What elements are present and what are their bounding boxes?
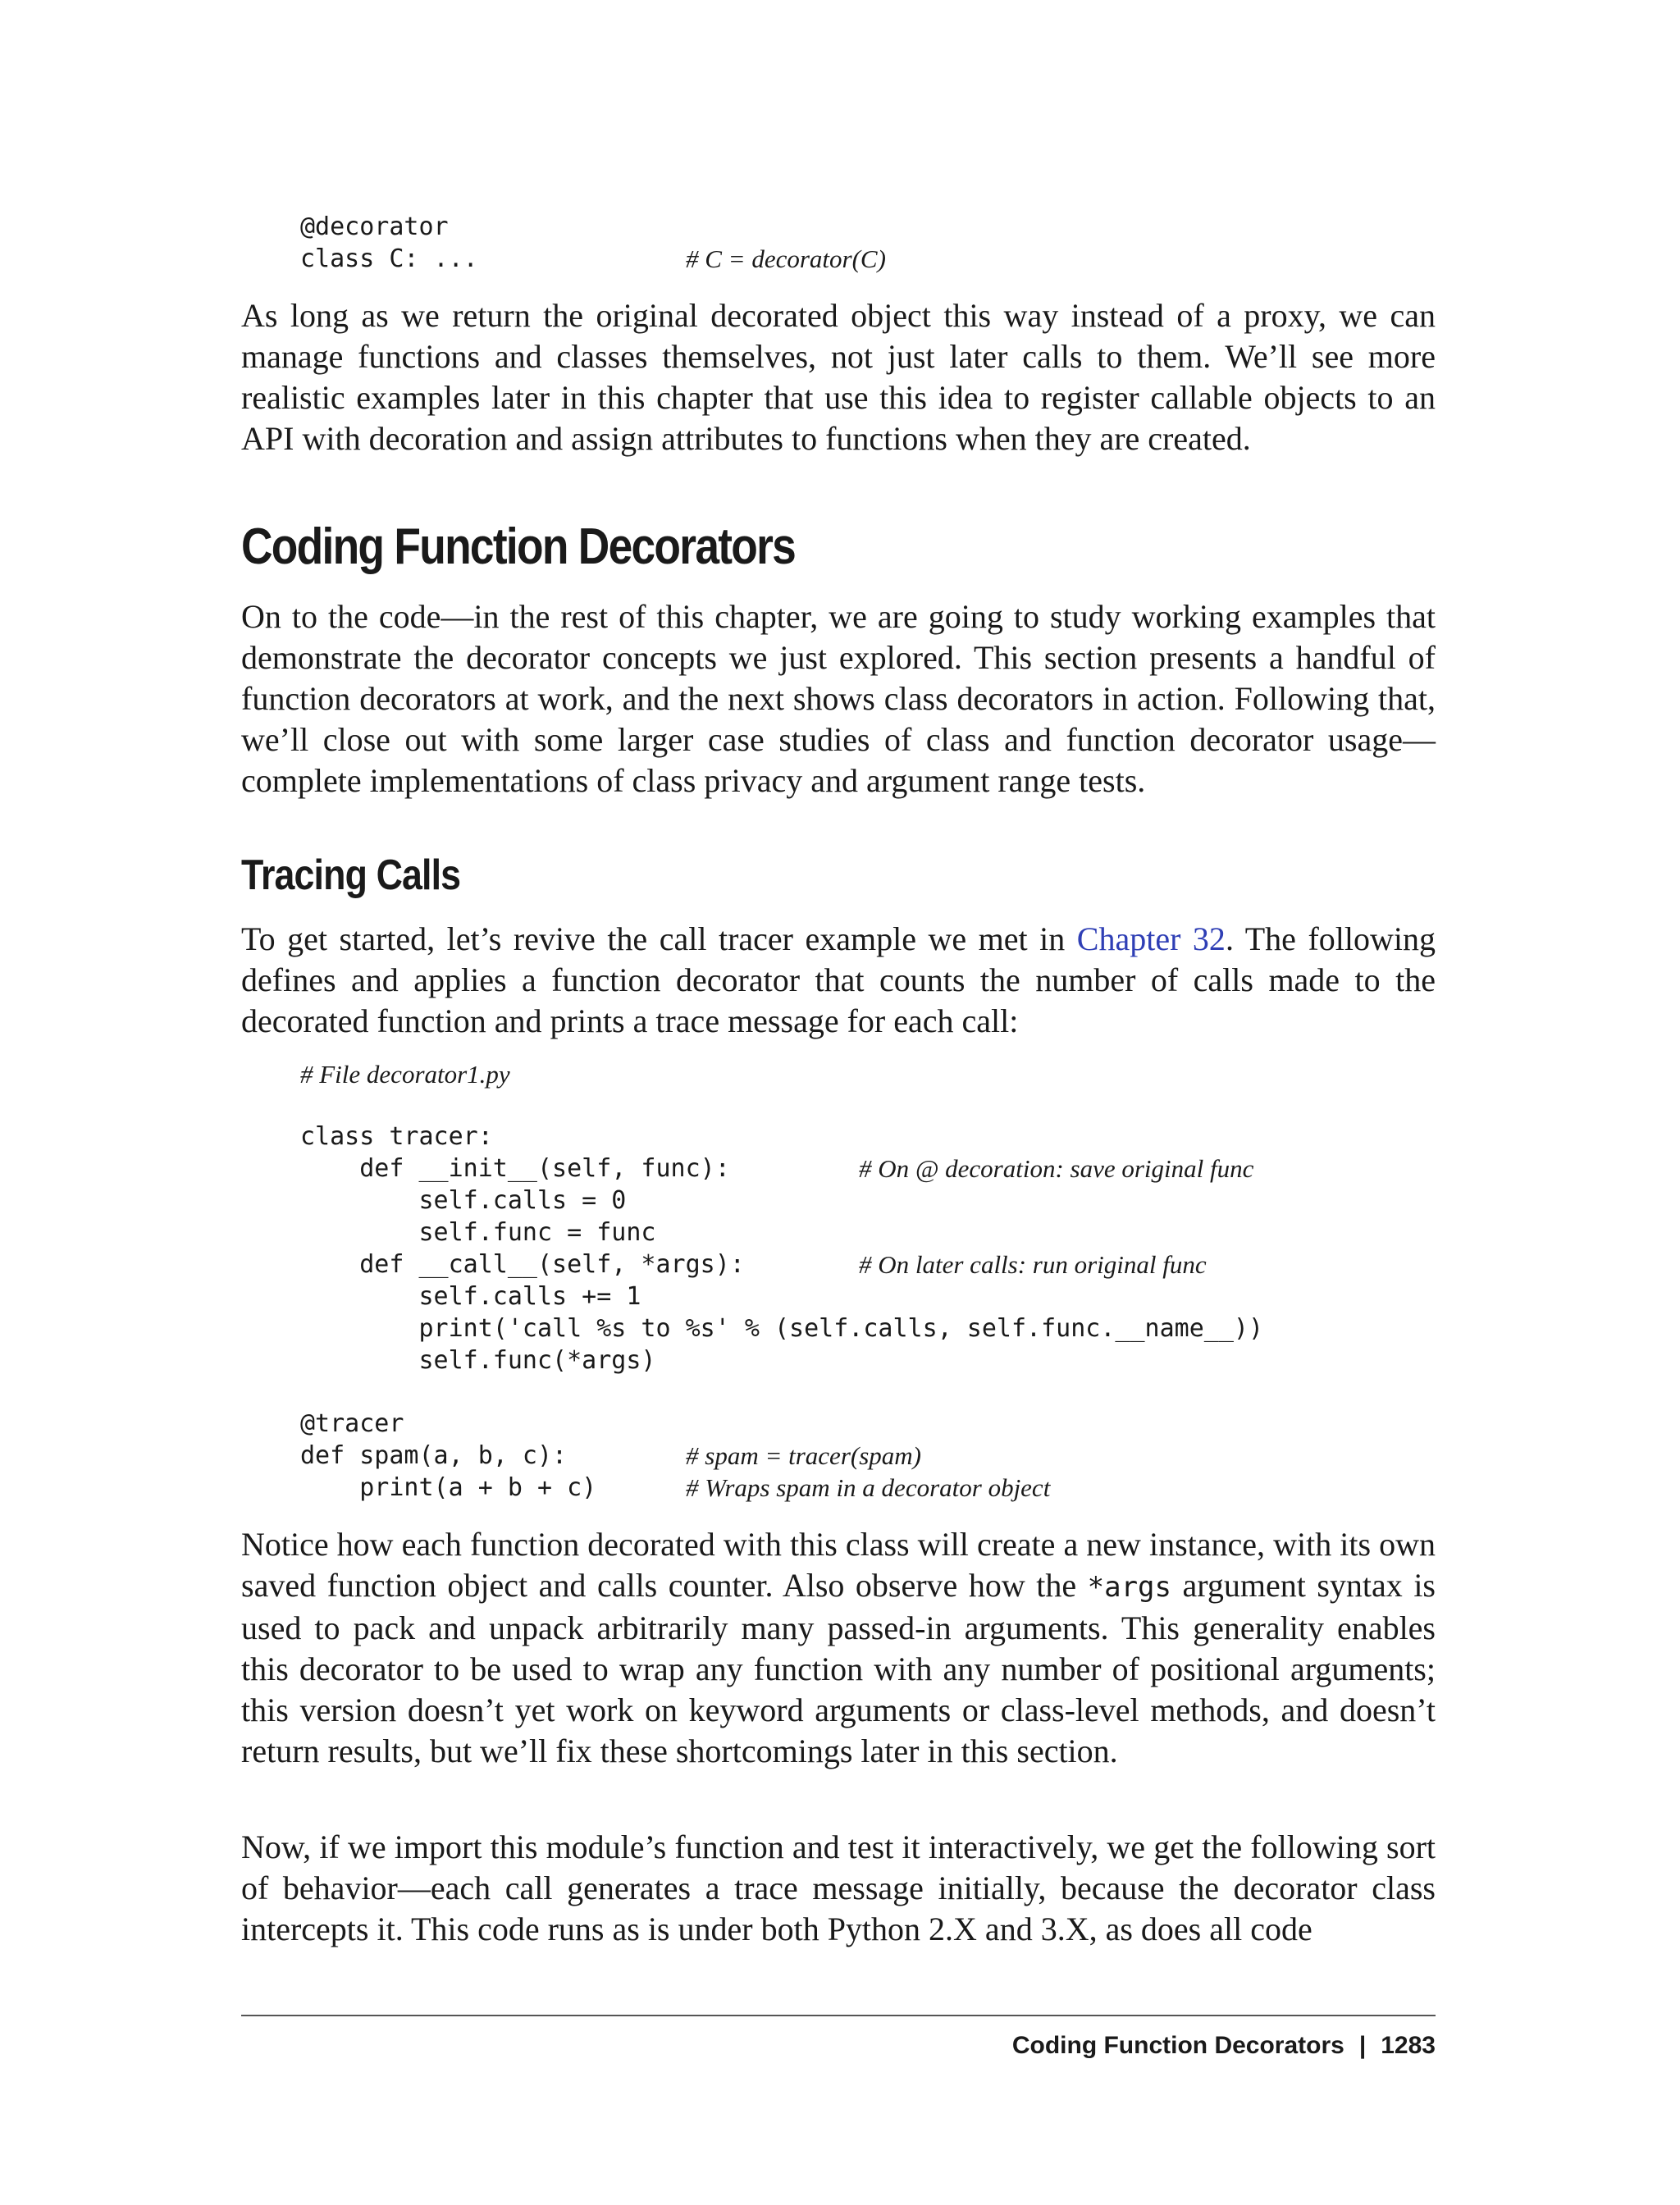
code-line: def __init__(self, func):	[300, 1154, 730, 1183]
code-line: self.calls += 1	[300, 1282, 641, 1311]
footer-separator: |	[1358, 2032, 1367, 2059]
now-paragraph: Now, if we import this module’s function and test it interactively, we get the following sort of behavior—each call generates a trace message initially, because the decorator class intercepts it. This code runs as is under both Python 2.X and 3.X, as does all code	[241, 1828, 1436, 1947]
chapter-32-link[interactable]: Chapter 32	[1076, 920, 1226, 957]
notice-text-after: argument syntax is used to pack and unpack arbitrarily many passed-in arguments. This generality enables this decorator to be used to wrap any function with any number of positional arguments; this version doesn’t yet work on keyword arguments or class-level methods, and doesn’t return results, but we’ll fix these shortcomings later in this section.	[241, 1567, 1436, 1769]
code-line: self.func(*args)	[300, 1346, 656, 1375]
code-line: print(a + b + c)	[300, 1473, 597, 1502]
code-line: self.calls = 0	[300, 1186, 627, 1215]
code-comment: # spam = tracer(spam)	[686, 1441, 921, 1470]
intro-paragraph: As long as we return the original decorated object this way instead of a proxy, we can manage functions and classes themselves, not just later calls to them. We’ll see more realistic examples later in this chapter that use this idea to register callable objects to an API with decoration and assign attributes to functions when they are created.	[241, 297, 1436, 457]
tracing-text-after: . The following defines and applies a function decorator that counts the number of calls made to the decorated function and prints a trace message for each call:	[241, 920, 1436, 1039]
running-head: Coding Function Decorators	[1011, 2032, 1344, 2059]
code-comment: # C = decorator(C)	[686, 244, 886, 273]
inline-code-args: *args	[1087, 1571, 1171, 1604]
section-heading: Coding Function Decorators	[241, 518, 796, 575]
code-file-comment: # File decorator1.py	[300, 1060, 510, 1089]
code-line: class C: ...	[300, 244, 478, 273]
code-line: print('call %s to %s' % (self.calls, self.func.__name__))	[300, 1314, 1263, 1343]
code-line: def __call__(self, *args):	[300, 1250, 745, 1279]
code-comment: # Wraps spam in a decorator object	[686, 1473, 1051, 1502]
code-line: @tracer	[300, 1409, 404, 1438]
subsection-heading: Tracing Calls	[241, 851, 461, 899]
footer-divider	[241, 2015, 1436, 2016]
code-line: self.func = func	[300, 1218, 656, 1247]
tracing-paragraph	[241, 919, 1436, 1042]
notice-paragraph	[241, 1524, 1436, 1772]
code-line: def spam(a, b, c):	[300, 1441, 568, 1470]
page-number: 1283	[1381, 2032, 1436, 2059]
code-line: @decorator	[300, 212, 449, 241]
code-comment: # On @ decoration: save original func	[859, 1154, 1254, 1183]
tracing-text-before: To get started, let’s revive the call tracer example we met in	[241, 920, 1077, 957]
page-footer	[1012, 2029, 1436, 2062]
notice-text-before: Notice how each function decorated with this class will create a new instance, with its own saved function object and calls counter. Also observe how the	[241, 1526, 1436, 1604]
section-paragraph: On to the code—in the rest of this chapter, we are going to study working examples that demonstrate the decorator concepts we just explored. This section presents a handful of function decorators at work, and the next shows class decorators in action. Following that, we’ll close out with some larger case studies of class and function decorator usage—complete implementations of class privacy and argument range tests.	[241, 598, 1436, 799]
code-line: class tracer:	[300, 1122, 493, 1151]
code-comment: # On later calls: run original func	[859, 1250, 1207, 1279]
